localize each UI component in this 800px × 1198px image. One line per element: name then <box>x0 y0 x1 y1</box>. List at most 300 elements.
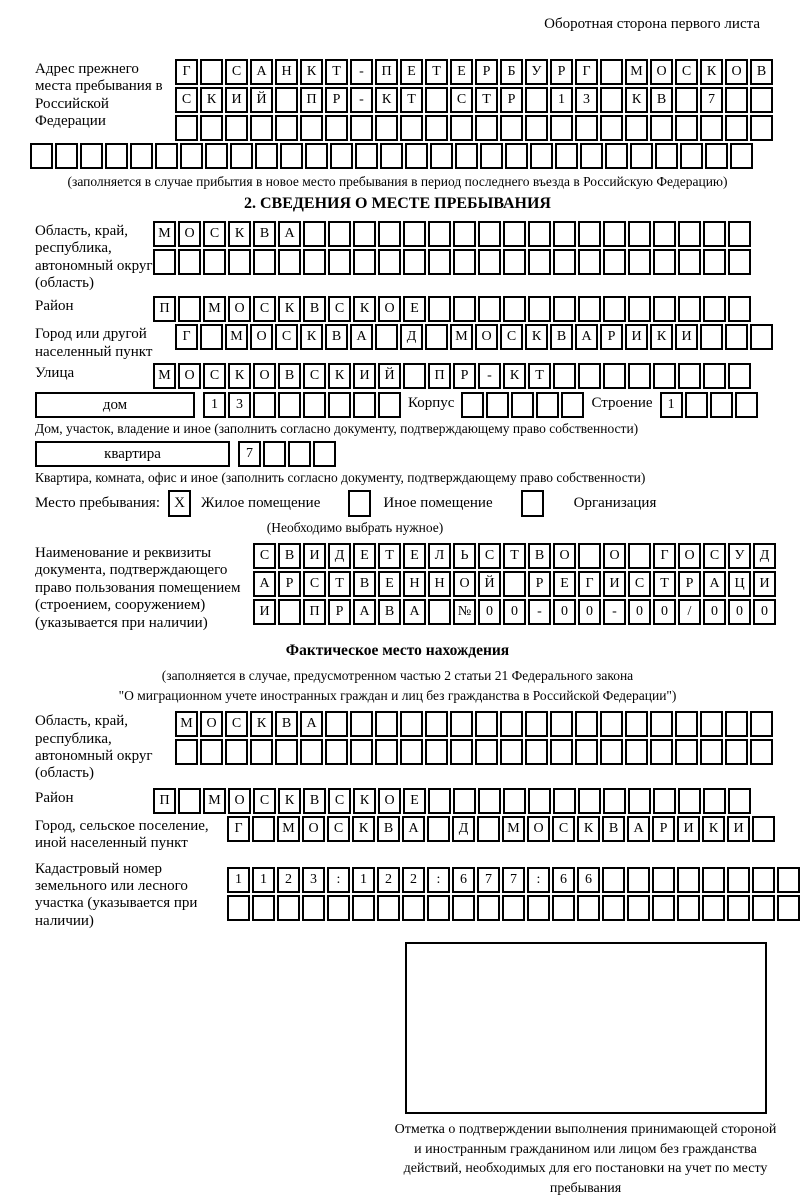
char-cell[interactable] <box>330 143 353 169</box>
char-cell[interactable]: Р <box>453 363 476 389</box>
char-cell[interactable] <box>728 249 751 275</box>
char-cell[interactable]: К <box>278 296 301 322</box>
char-cell[interactable]: Т <box>400 87 423 113</box>
char-cell[interactable] <box>403 363 426 389</box>
char-cell[interactable] <box>710 392 733 418</box>
char-cell[interactable]: В <box>602 816 625 842</box>
char-cell[interactable] <box>375 324 398 350</box>
char-cell[interactable] <box>750 115 773 141</box>
char-cell[interactable] <box>350 739 373 765</box>
char-cell[interactable]: Р <box>500 87 523 113</box>
char-cell[interactable] <box>530 143 553 169</box>
char-cell[interactable] <box>403 249 426 275</box>
char-cell[interactable] <box>252 816 275 842</box>
char-cell[interactable]: К <box>228 363 251 389</box>
char-cell[interactable] <box>702 867 725 893</box>
char-cell[interactable]: Л <box>428 543 451 569</box>
char-cell[interactable]: О <box>178 221 201 247</box>
char-cell[interactable]: 3 <box>302 867 325 893</box>
char-cell[interactable]: О <box>553 543 576 569</box>
char-cell[interactable]: М <box>175 711 198 737</box>
char-cell[interactable] <box>178 788 201 814</box>
char-cell[interactable]: С <box>703 543 726 569</box>
char-cell[interactable] <box>453 296 476 322</box>
char-cell[interactable] <box>275 739 298 765</box>
char-cell[interactable]: С <box>253 296 276 322</box>
char-cell[interactable]: Г <box>175 59 198 85</box>
char-cell[interactable] <box>625 739 648 765</box>
char-cell[interactable] <box>503 571 526 597</box>
char-cell[interactable] <box>725 739 748 765</box>
char-cell[interactable]: И <box>677 816 700 842</box>
char-cell[interactable] <box>703 221 726 247</box>
char-cell[interactable] <box>305 143 328 169</box>
char-cell[interactable]: К <box>625 87 648 113</box>
char-cell[interactable]: О <box>725 59 748 85</box>
char-cell[interactable] <box>725 711 748 737</box>
char-cell[interactable] <box>503 221 526 247</box>
char-cell[interactable] <box>602 867 625 893</box>
char-cell[interactable] <box>313 441 336 467</box>
char-cell[interactable] <box>578 221 601 247</box>
char-cell[interactable]: С <box>225 59 248 85</box>
char-cell[interactable]: П <box>303 599 326 625</box>
char-cell[interactable] <box>428 249 451 275</box>
char-cell[interactable]: А <box>627 816 650 842</box>
char-cell[interactable] <box>278 249 301 275</box>
char-cell[interactable]: К <box>300 324 323 350</box>
char-cell[interactable]: О <box>200 711 223 737</box>
char-cell[interactable] <box>205 143 228 169</box>
char-cell[interactable]: И <box>303 543 326 569</box>
char-cell[interactable] <box>288 441 311 467</box>
char-cell[interactable] <box>475 739 498 765</box>
char-cell[interactable]: - <box>603 599 626 625</box>
char-cell[interactable]: В <box>353 571 376 597</box>
char-cell[interactable]: С <box>175 87 198 113</box>
char-cell[interactable] <box>750 711 773 737</box>
char-cell[interactable]: А <box>575 324 598 350</box>
char-cell[interactable]: Р <box>328 599 351 625</box>
char-cell[interactable]: В <box>303 296 326 322</box>
char-cell[interactable] <box>628 543 651 569</box>
char-cell[interactable] <box>675 87 698 113</box>
char-cell[interactable]: К <box>700 59 723 85</box>
char-cell[interactable]: 1 <box>203 392 226 418</box>
char-cell[interactable]: К <box>228 221 251 247</box>
char-cell[interactable] <box>200 324 223 350</box>
char-cell[interactable] <box>200 739 223 765</box>
char-cell[interactable]: М <box>450 324 473 350</box>
char-cell[interactable] <box>525 711 548 737</box>
char-cell[interactable] <box>402 895 425 921</box>
char-cell[interactable] <box>353 392 376 418</box>
char-cell[interactable]: О <box>678 543 701 569</box>
char-cell[interactable] <box>200 59 223 85</box>
char-cell[interactable] <box>200 115 223 141</box>
char-cell[interactable]: О <box>228 296 251 322</box>
char-cell[interactable]: : <box>527 867 550 893</box>
char-cell[interactable] <box>603 249 626 275</box>
char-cell[interactable] <box>130 143 153 169</box>
char-cell[interactable]: О <box>378 788 401 814</box>
char-cell[interactable] <box>263 441 286 467</box>
char-cell[interactable] <box>603 363 626 389</box>
char-cell[interactable]: И <box>675 324 698 350</box>
char-cell[interactable]: Р <box>600 324 623 350</box>
char-cell[interactable]: К <box>353 788 376 814</box>
char-cell[interactable] <box>427 895 450 921</box>
char-cell[interactable] <box>375 711 398 737</box>
char-cell[interactable] <box>227 895 250 921</box>
char-cell[interactable]: 1 <box>660 392 683 418</box>
char-cell[interactable] <box>327 895 350 921</box>
char-cell[interactable] <box>553 249 576 275</box>
char-cell[interactable] <box>628 221 651 247</box>
char-cell[interactable] <box>328 249 351 275</box>
char-cell[interactable] <box>750 324 773 350</box>
char-cell[interactable] <box>625 711 648 737</box>
char-cell[interactable]: 1 <box>227 867 250 893</box>
char-cell[interactable] <box>650 739 673 765</box>
char-cell[interactable]: № <box>453 599 476 625</box>
char-cell[interactable] <box>375 739 398 765</box>
char-cell[interactable]: Т <box>328 571 351 597</box>
char-cell[interactable]: Г <box>653 543 676 569</box>
char-cell[interactable]: К <box>702 816 725 842</box>
char-cell[interactable] <box>653 363 676 389</box>
char-cell[interactable] <box>725 115 748 141</box>
char-cell[interactable] <box>255 143 278 169</box>
char-cell[interactable]: М <box>277 816 300 842</box>
char-cell[interactable] <box>728 363 751 389</box>
char-cell[interactable] <box>655 143 678 169</box>
char-cell[interactable]: М <box>153 221 176 247</box>
char-cell[interactable] <box>653 221 676 247</box>
char-cell[interactable]: У <box>525 59 548 85</box>
char-cell[interactable] <box>578 249 601 275</box>
char-cell[interactable]: - <box>350 59 373 85</box>
char-cell[interactable]: А <box>403 599 426 625</box>
char-cell[interactable] <box>603 788 626 814</box>
char-cell[interactable]: К <box>503 363 526 389</box>
char-cell[interactable] <box>653 249 676 275</box>
char-cell[interactable] <box>550 115 573 141</box>
char-cell[interactable]: О <box>603 543 626 569</box>
char-cell[interactable] <box>630 143 653 169</box>
char-cell[interactable] <box>252 895 275 921</box>
char-cell[interactable] <box>453 221 476 247</box>
char-cell[interactable]: С <box>253 788 276 814</box>
char-cell[interactable] <box>752 816 775 842</box>
char-cell[interactable]: 0 <box>553 599 576 625</box>
char-cell[interactable] <box>278 392 301 418</box>
char-cell[interactable] <box>480 143 503 169</box>
char-cell[interactable]: Е <box>403 788 426 814</box>
char-cell[interactable]: С <box>253 543 276 569</box>
checkbox-organization[interactable] <box>521 490 544 517</box>
char-cell[interactable] <box>303 249 326 275</box>
char-cell[interactable]: С <box>675 59 698 85</box>
char-cell[interactable]: Т <box>378 543 401 569</box>
char-cell[interactable]: Р <box>678 571 701 597</box>
char-cell[interactable] <box>575 711 598 737</box>
char-cell[interactable]: Е <box>353 543 376 569</box>
char-cell[interactable] <box>553 363 576 389</box>
char-cell[interactable]: А <box>703 571 726 597</box>
char-cell[interactable] <box>525 87 548 113</box>
char-cell[interactable] <box>450 739 473 765</box>
char-cell[interactable] <box>175 115 198 141</box>
char-cell[interactable]: О <box>650 59 673 85</box>
char-cell[interactable] <box>525 115 548 141</box>
char-cell[interactable] <box>275 87 298 113</box>
char-cell[interactable] <box>500 739 523 765</box>
char-cell[interactable]: О <box>178 363 201 389</box>
char-cell[interactable] <box>500 711 523 737</box>
char-cell[interactable] <box>678 296 701 322</box>
char-cell[interactable]: 7 <box>477 867 500 893</box>
char-cell[interactable] <box>750 87 773 113</box>
char-cell[interactable] <box>253 392 276 418</box>
char-cell[interactable] <box>180 143 203 169</box>
char-cell[interactable]: С <box>478 543 501 569</box>
char-cell[interactable]: В <box>528 543 551 569</box>
char-cell[interactable] <box>450 711 473 737</box>
char-cell[interactable] <box>378 221 401 247</box>
char-cell[interactable] <box>455 143 478 169</box>
char-cell[interactable] <box>627 867 650 893</box>
char-cell[interactable]: Е <box>450 59 473 85</box>
char-cell[interactable] <box>653 296 676 322</box>
char-cell[interactable] <box>403 221 426 247</box>
char-cell[interactable] <box>705 143 728 169</box>
char-cell[interactable] <box>452 895 475 921</box>
char-cell[interactable] <box>250 739 273 765</box>
char-cell[interactable] <box>511 392 534 418</box>
char-cell[interactable] <box>552 895 575 921</box>
char-cell[interactable]: Г <box>227 816 250 842</box>
char-cell[interactable] <box>728 221 751 247</box>
char-cell[interactable]: К <box>375 87 398 113</box>
char-cell[interactable] <box>777 867 800 893</box>
char-cell[interactable]: А <box>253 571 276 597</box>
char-cell[interactable]: В <box>550 324 573 350</box>
char-cell[interactable]: Т <box>503 543 526 569</box>
char-cell[interactable] <box>427 816 450 842</box>
checkbox-other-premises[interactable] <box>348 490 371 517</box>
char-cell[interactable] <box>675 711 698 737</box>
char-cell[interactable] <box>477 816 500 842</box>
char-cell[interactable] <box>600 711 623 737</box>
char-cell[interactable] <box>680 143 703 169</box>
char-cell[interactable]: В <box>275 711 298 737</box>
char-cell[interactable]: К <box>300 59 323 85</box>
char-cell[interactable]: П <box>300 87 323 113</box>
char-cell[interactable]: К <box>200 87 223 113</box>
char-cell[interactable] <box>628 296 651 322</box>
char-cell[interactable] <box>478 788 501 814</box>
char-cell[interactable] <box>328 221 351 247</box>
char-cell[interactable] <box>277 895 300 921</box>
char-cell[interactable] <box>602 895 625 921</box>
char-cell[interactable] <box>703 363 726 389</box>
house-type-box[interactable]: дом <box>35 392 195 418</box>
char-cell[interactable] <box>278 599 301 625</box>
char-cell[interactable] <box>561 392 584 418</box>
char-cell[interactable]: К <box>650 324 673 350</box>
char-cell[interactable]: С <box>275 324 298 350</box>
char-cell[interactable]: С <box>552 816 575 842</box>
char-cell[interactable]: М <box>203 788 226 814</box>
char-cell[interactable]: Р <box>652 816 675 842</box>
char-cell[interactable]: И <box>353 363 376 389</box>
char-cell[interactable]: 0 <box>753 599 776 625</box>
char-cell[interactable]: А <box>353 599 376 625</box>
char-cell[interactable] <box>475 711 498 737</box>
char-cell[interactable] <box>325 739 348 765</box>
char-cell[interactable]: 1 <box>352 867 375 893</box>
char-cell[interactable] <box>678 249 701 275</box>
char-cell[interactable] <box>730 143 753 169</box>
char-cell[interactable] <box>175 739 198 765</box>
char-cell[interactable]: И <box>225 87 248 113</box>
char-cell[interactable] <box>225 739 248 765</box>
char-cell[interactable]: И <box>753 571 776 597</box>
char-cell[interactable] <box>528 249 551 275</box>
char-cell[interactable] <box>650 115 673 141</box>
char-cell[interactable]: П <box>153 296 176 322</box>
char-cell[interactable] <box>353 221 376 247</box>
char-cell[interactable] <box>525 739 548 765</box>
char-cell[interactable] <box>575 115 598 141</box>
char-cell[interactable] <box>553 296 576 322</box>
char-cell[interactable] <box>302 895 325 921</box>
char-cell[interactable]: Б <box>500 59 523 85</box>
char-cell[interactable]: С <box>203 221 226 247</box>
char-cell[interactable] <box>153 249 176 275</box>
char-cell[interactable]: К <box>353 296 376 322</box>
char-cell[interactable] <box>600 739 623 765</box>
char-cell[interactable] <box>353 249 376 275</box>
char-cell[interactable] <box>503 249 526 275</box>
char-cell[interactable]: Р <box>475 59 498 85</box>
char-cell[interactable] <box>578 543 601 569</box>
char-cell[interactable]: Т <box>653 571 676 597</box>
char-cell[interactable] <box>461 392 484 418</box>
char-cell[interactable]: 1 <box>252 867 275 893</box>
char-cell[interactable]: М <box>625 59 648 85</box>
char-cell[interactable]: К <box>577 816 600 842</box>
char-cell[interactable] <box>600 115 623 141</box>
char-cell[interactable] <box>600 87 623 113</box>
char-cell[interactable]: 0 <box>503 599 526 625</box>
char-cell[interactable]: Д <box>400 324 423 350</box>
char-cell[interactable]: У <box>728 543 751 569</box>
char-cell[interactable] <box>400 711 423 737</box>
char-cell[interactable]: / <box>678 599 701 625</box>
char-cell[interactable] <box>752 895 775 921</box>
char-cell[interactable] <box>700 324 723 350</box>
char-cell[interactable]: Й <box>250 87 273 113</box>
char-cell[interactable] <box>735 392 758 418</box>
char-cell[interactable]: 6 <box>552 867 575 893</box>
char-cell[interactable]: О <box>475 324 498 350</box>
char-cell[interactable]: К <box>352 816 375 842</box>
char-cell[interactable] <box>203 249 226 275</box>
char-cell[interactable] <box>777 895 800 921</box>
char-cell[interactable] <box>400 739 423 765</box>
char-cell[interactable] <box>503 296 526 322</box>
char-cell[interactable]: Е <box>378 571 401 597</box>
char-cell[interactable]: П <box>153 788 176 814</box>
char-cell[interactable]: Д <box>328 543 351 569</box>
char-cell[interactable] <box>553 221 576 247</box>
char-cell[interactable]: Е <box>403 543 426 569</box>
char-cell[interactable]: Г <box>575 59 598 85</box>
char-cell[interactable] <box>425 739 448 765</box>
char-cell[interactable]: 7 <box>700 87 723 113</box>
char-cell[interactable] <box>400 115 423 141</box>
char-cell[interactable]: С <box>328 788 351 814</box>
checkbox-residential[interactable]: X <box>168 490 191 517</box>
char-cell[interactable]: А <box>350 324 373 350</box>
char-cell[interactable] <box>678 788 701 814</box>
char-cell[interactable] <box>728 296 751 322</box>
char-cell[interactable]: О <box>453 571 476 597</box>
char-cell[interactable] <box>380 143 403 169</box>
char-cell[interactable]: О <box>378 296 401 322</box>
apartment-type-box[interactable]: квартира <box>35 441 230 467</box>
char-cell[interactable]: Н <box>275 59 298 85</box>
char-cell[interactable] <box>528 296 551 322</box>
char-cell[interactable]: П <box>375 59 398 85</box>
char-cell[interactable]: 1 <box>550 87 573 113</box>
char-cell[interactable] <box>527 895 550 921</box>
char-cell[interactable] <box>352 895 375 921</box>
char-cell[interactable]: - <box>528 599 551 625</box>
char-cell[interactable]: 2 <box>377 867 400 893</box>
char-cell[interactable]: 7 <box>238 441 261 467</box>
char-cell[interactable]: В <box>278 363 301 389</box>
char-cell[interactable]: 0 <box>703 599 726 625</box>
char-cell[interactable]: 3 <box>575 87 598 113</box>
char-cell[interactable] <box>580 143 603 169</box>
char-cell[interactable]: Т <box>475 87 498 113</box>
char-cell[interactable] <box>685 392 708 418</box>
char-cell[interactable] <box>605 143 628 169</box>
char-cell[interactable]: 7 <box>502 867 525 893</box>
char-cell[interactable]: В <box>378 599 401 625</box>
char-cell[interactable]: Р <box>528 571 551 597</box>
char-cell[interactable] <box>275 115 298 141</box>
char-cell[interactable] <box>550 711 573 737</box>
char-cell[interactable]: Г <box>175 324 198 350</box>
char-cell[interactable] <box>178 249 201 275</box>
char-cell[interactable] <box>478 296 501 322</box>
char-cell[interactable] <box>536 392 559 418</box>
char-cell[interactable] <box>725 324 748 350</box>
char-cell[interactable] <box>678 363 701 389</box>
char-cell[interactable]: В <box>650 87 673 113</box>
char-cell[interactable]: А <box>402 816 425 842</box>
char-cell[interactable]: : <box>427 867 450 893</box>
char-cell[interactable] <box>328 392 351 418</box>
char-cell[interactable] <box>55 143 78 169</box>
char-cell[interactable]: Й <box>478 571 501 597</box>
char-cell[interactable]: Д <box>452 816 475 842</box>
char-cell[interactable] <box>627 895 650 921</box>
